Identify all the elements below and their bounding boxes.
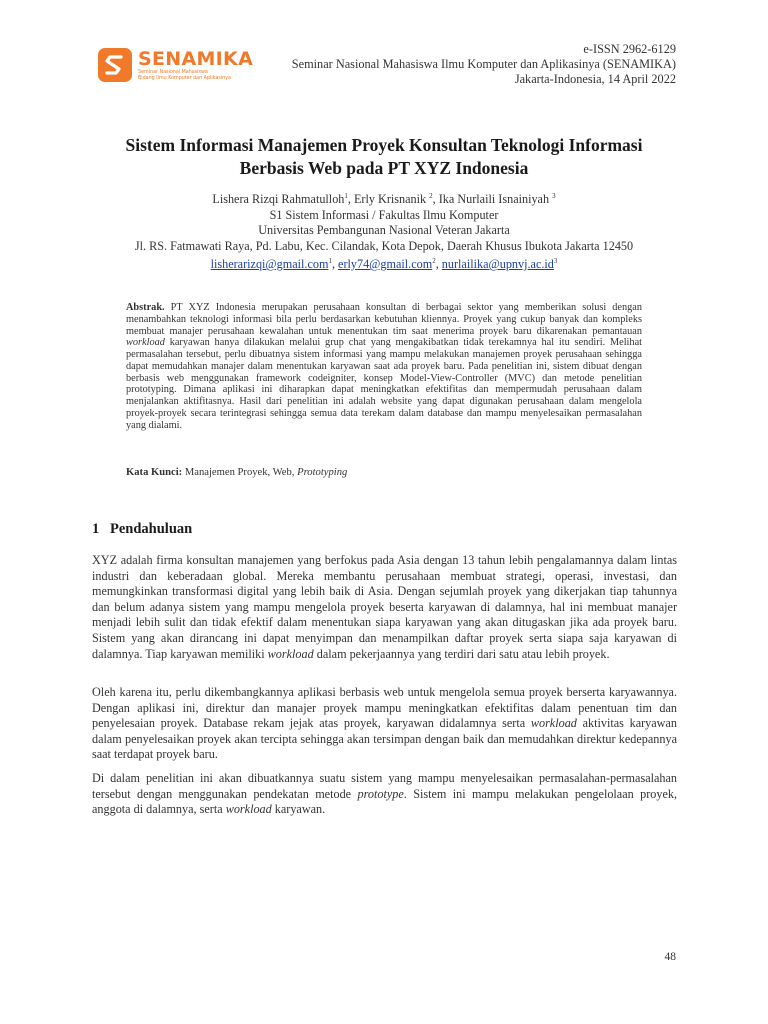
keywords-italic: Prototyping	[297, 467, 348, 478]
body-paragraph	[92, 553, 677, 662]
paper-title	[60, 134, 708, 180]
abstract-text: karyawan hanya dilakukan melalui grup chat yang mengakibatkan tidak terekamnya hal itu sendiri. Melihat permasalahan tersebut, perlu dibuatnya sistem informasi yang mampu melakukan manajemen proyek perusahaan sehingga dapat memudahkan manajer dalam menentukan karyawan saat ada proyek baru. Pada penelitian ini, sistem dibuat dengan berbasis web menggunakan framework codeigniter, konsep Model-View-Controller (MVC) dan metode penelitian prototyping. Dimana aplikasi ini diharapkan dapat meningkatkan efektifitas dan mempermudah perusahaan dalam menjalankan aktifitasnya. Hasil dari penelitian ini adalah website yang dapat digunakan perusahaan dalam mengelola proyek-proyek secara terintegrasi sehingga semua data terekam dalam database dan mampu menyelesaikan permasalahan yang dialami.	[126, 337, 642, 431]
paragraph-italic: workload	[225, 802, 272, 817]
page-number: 48	[664, 951, 676, 963]
senamika-logo-icon	[98, 48, 132, 82]
paragraph-text: Oleh karena itu, perlu dikembangkannya aplikasi berbasis web untuk mengelola semua proyek berserta karyawannya. Dengan aplikasi ini, direktur dan manajer proyek mampu meningkatkan efektifitas dalam penentuan tim dan penyelesaian proyek. Database rekam jejak atas proyek, karyawan didalamnya serta	[92, 685, 677, 731]
keywords	[126, 467, 642, 478]
email-link[interactable]: nurlailika@upnvj.ac.id	[441, 257, 554, 272]
location-date: Jakarta-Indonesia, 14 April 2022	[514, 72, 676, 86]
paragraph-italic: prototype	[357, 786, 404, 801]
section-number: 1	[92, 521, 100, 537]
author-sup: 2	[429, 192, 433, 200]
affiliation-university: Universitas Pembangunan Nasional Veteran Jakarta	[258, 223, 510, 238]
author-name: Ika Nurlaili Isnainiyah	[438, 192, 550, 207]
logo-subtitle-line1: Seminar Nasional Mahasiswa	[138, 70, 208, 75]
logo-subtitle	[138, 70, 248, 82]
affiliation-address: Jl. RS. Fatmawati Raya, Pd. Labu, Kec. Cilandak, Kota Depok, Daerah Khusus Ibukota Jakarta 12450	[134, 238, 634, 253]
paragraph-text: dalam pekerjaannya yang terdiri dari satu atau lebih proyek.	[313, 646, 610, 661]
email-sup: 2	[432, 257, 436, 266]
paragraph-text: aktivitas karyawan dalam penyelesaikan proyek akan tercipta sehingga akan tersimpan dengan baik dan memudahkan direktur kedepannya saat terdapat proyek baru.	[92, 716, 677, 762]
issn: e-ISSN 2962-6129	[583, 42, 676, 56]
abstract	[126, 302, 642, 431]
affiliation-faculty: S1 Sistem Informasi / Fakultas Ilmu Komputer	[269, 207, 499, 222]
email-sup: 1	[328, 257, 332, 266]
title-line-2: Berbasis Web pada PT XYZ Indonesia	[239, 158, 529, 178]
keywords-text: Manajemen Proyek, Web,	[182, 467, 298, 478]
body-paragraph	[92, 685, 677, 763]
author-name: Lishera Rizqi Rahmatulloh	[212, 192, 345, 207]
senamika-logo	[98, 48, 254, 86]
author-list: Lishera Rizqi Rahmatulloh$^1$, Erly Krisnanik $^2$, Ika Nurlaili Isnainiyah $^3$	[212, 192, 556, 207]
body-paragraph	[92, 771, 677, 818]
seminar-name: Seminar Nasional Mahasiswa Ilmu Komputer dan Aplikasinya (SENAMIKA)	[291, 57, 676, 71]
paragraph-italic: workload	[267, 646, 314, 661]
email-link[interactable]: lisherarizqi@gmail.com	[210, 257, 329, 272]
paragraph-text: karyawan.	[271, 802, 326, 817]
author-sup: 3	[552, 192, 556, 200]
logo-name: SENAMIKA	[138, 48, 254, 70]
paragraph-text: XYZ adalah firma konsultan manajemen yang berfokus pada Asia dengan 13 tahun lebih pengalamannya dalam lintas industri dan keberadaan global. Mereka membantu perusahaan membuat strategi, operasi, investasi, dan memungkinkan transformasi digital yang lebih baik di Asia. Dengan sejumlah proyek yang dikerjakan tiap tahunnya dan belum adanya sistem yang mampu mengelola proyek beserta karyawan di dalamnya, hal ini membuat manajer menjadi lebih sulit dan tidak efektif dalam menentukan siapa karyawan yang akan ditugaskan jika ada proyek baru. Sistem yang akan dirancang ini dapat menyimpan dan menampilkan daftar proyek serta siapa saja karyawan di dalamnya. Tiap karyawan memiliki	[92, 553, 677, 661]
abstract-text: PT XYZ Indonesia merupakan perusahaan konsultan di berbagai sektor yang memberikan solusi dengan menambahkan teknologi informasi bila perlu berdasarkan kebutuhan kliennya. Proyek yang cukup banyak dan kompleks membuat manajer perusahaan kewalahan untuk menentukan tim saat menerima proyek baru dikarenakan pemantauan	[126, 302, 642, 337]
email-sup: 3	[553, 257, 558, 266]
logo-subtitle-line2: Bidang Ilmu Komputer dan Aplikasinya	[138, 76, 231, 81]
paragraph-text: . Sistem ini mampu melakukan pengelolaan proyek, anggota di dalamnya, serta	[92, 786, 677, 817]
section-heading	[92, 521, 192, 538]
abstract-italic: workload	[126, 337, 165, 349]
section-title: Pendahuluan	[110, 521, 193, 537]
email-list: lisherarizqi@gmail.com$^1$, erly74@gmail.com$^2$, $nurlailika@upnvj.ac.id^3$	[210, 257, 558, 272]
paragraph-text: Di dalam penelitian ini akan dibuatkannya suatu sistem yang mampu menyelesaikan permasalahan-permasalahan tersebut dengan menggunakan pendekatan metode	[92, 771, 677, 801]
email-link[interactable]: erly74@gmail.com	[338, 257, 433, 272]
journal-header	[292, 42, 676, 87]
paragraph-italic: workload	[530, 716, 577, 731]
author-name: Erly Krisnanik	[353, 192, 427, 207]
author-sup: 1	[344, 192, 348, 200]
abstract-label: Abstrak.	[126, 302, 165, 313]
title-line-1: Sistem Informasi Manajemen Proyek Konsultan Teknologi Informasi	[125, 135, 643, 155]
keywords-label: Kata Kunci:	[126, 467, 183, 478]
author-block	[60, 189, 708, 273]
